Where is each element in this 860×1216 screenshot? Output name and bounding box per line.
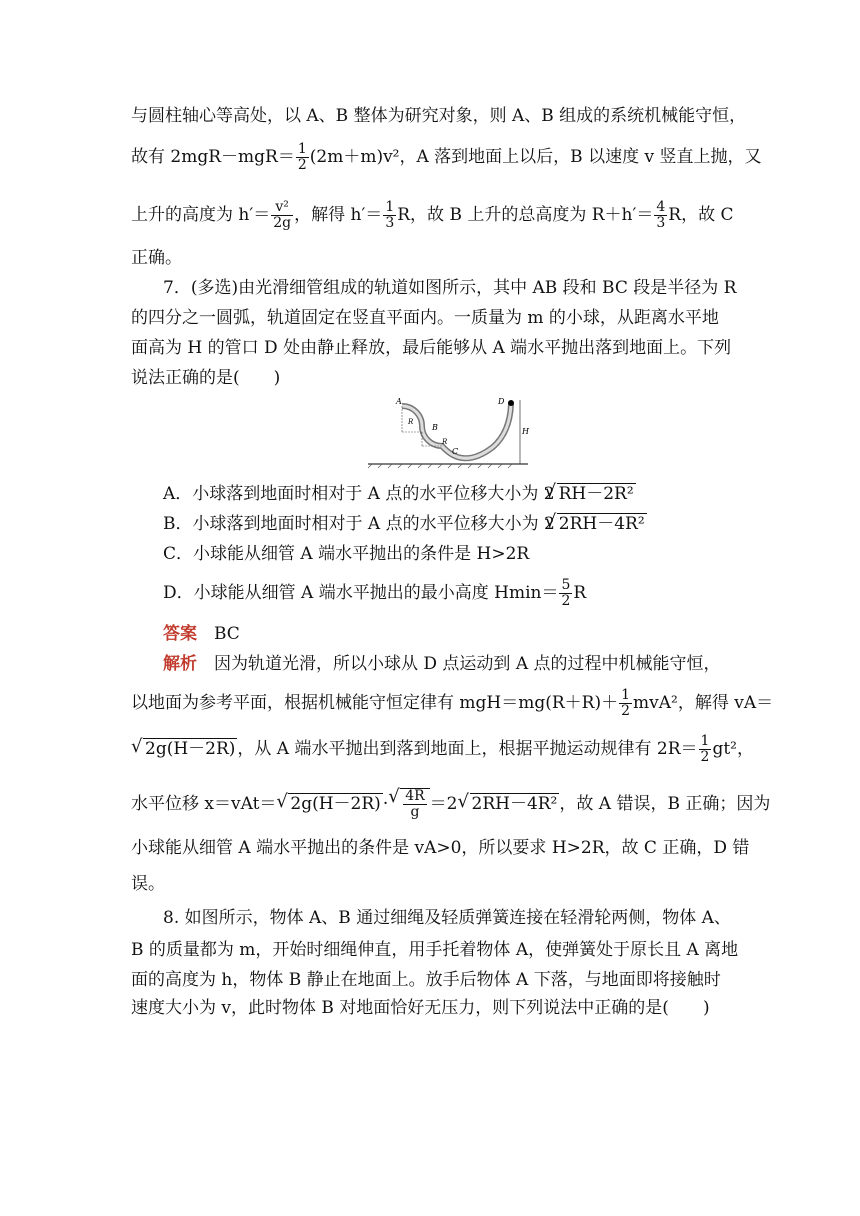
q8-line1: 8. 如图所示，物体 A、B 通过细绳及轻质弹簧连接在轻滑轮两侧，物体 A、 [163, 908, 731, 928]
option-a: A．小球落到地面时相对于 A 点的水平位移大小为 2√ RH－2R² [163, 482, 636, 506]
analysis-line2: 以地面为参考平面，根据机械能守恒定律有 mgH＝mg(R＋R)＋ $\frac{1}{2}$ mvA²，解得 vA＝ [131, 687, 774, 719]
label-D: D [498, 397, 505, 406]
p6-text: ，解得 h′＝ [294, 205, 383, 225]
label-C: C [452, 447, 459, 456]
q7-line2: 的四分之一圆弧，轨道固定在竖直平面内。一质量为 m 的小球，从距离水平地 [131, 308, 719, 328]
p6-text: R，故 C [668, 205, 734, 225]
fraction: $\frac{4}{3}$ [656, 199, 666, 231]
fraction: $\frac{\text{v²}}{2g}$ [273, 199, 292, 231]
answer-value: BC [214, 624, 240, 644]
analysis-label: 解析 [163, 654, 197, 674]
sqrt: √ 2g(H－2R) [288, 793, 382, 814]
sqrt: √ $\frac{4R}{g}$ [400, 788, 429, 820]
q8-line4: 速度大小为 v，此时物体 B 对地面恰好无压力，则下列说法中正确的是( ) [131, 998, 710, 1018]
fraction: $\frac{1}{2}$ [700, 733, 710, 765]
p6-text: (2m＋m)v²，A 落到地面上以后，B 以速度 v 竖直上抛，又 [309, 147, 762, 167]
p6-text: R，故 B 上升的总高度为 R＋h′＝ [397, 205, 654, 225]
q7-line1: 7．(多选)由光滑细管组成的轨道如图所示，其中 AB 段和 BC 段是半径为 R [163, 278, 737, 298]
answer-line [163, 622, 240, 646]
analysis-line1: 解析 因为轨道光滑，所以小球从 D 点运动到 A 点的过程中机械能守恒， [163, 654, 721, 674]
fraction: $\frac{1}{2}$ [297, 141, 307, 173]
p6-line4: 正确。 [131, 248, 182, 268]
p6-line1: 与圆柱轴心等高处，以 A、B 整体为研究对象，则 A、B 组成的系统机械能守恒， [131, 106, 747, 126]
fraction: $\frac{1}{3}$ [385, 199, 395, 231]
fraction: $\frac{1}{2}$ [621, 687, 631, 719]
sqrt: √ 2g(H－2R) [143, 738, 237, 759]
q8-line2: B 的质量都为 m，开始时细绳伸直，用手托着物体 A，使弹簧处于原长且 A 离地 [131, 940, 739, 960]
p6-line3 [131, 200, 734, 231]
p6-text: 上升的高度为 h′＝ [131, 205, 271, 225]
p6-line2 [131, 142, 761, 173]
q8-line3: 面的高度为 h，物体 B 静止在地面上。放手后物体 A 下落，与地面即将接触时 [131, 970, 721, 990]
analysis-line4: 水平位移 x＝vAt＝√ 2g(H－2R) · √ $\frac{4R}{g}$ ＝2√ 2RH－4R² ，故 A 错误，B 正确；因为 [131, 788, 770, 820]
sqrt: √ 2RH－4R² [470, 793, 560, 814]
analysis-line6: 误。 [131, 874, 165, 894]
track-figure [368, 392, 528, 472]
q7-line4: 说法正确的是( ) [131, 368, 281, 388]
sqrt: √ RH－2R² [557, 483, 636, 504]
label-H: H [522, 427, 529, 436]
label-R2: R [442, 438, 448, 446]
p6-text: 故有 2mgR－mgR＝ [131, 147, 295, 167]
label-A: A [396, 397, 402, 406]
label-B: B [432, 423, 438, 432]
analysis-line5: 小球能从细管 A 端水平抛出的条件是 vA>0，所以要求 H>2R，故 C 正确，D 错 [131, 838, 750, 858]
sqrt: √ 2RH－4R² [557, 513, 647, 534]
analysis-line3: √ 2g(H－2R) ，从 A 端水平抛出到落到地面上，根据平抛运动规律有 2R＝ $\frac{1}{2}$ gt²， [131, 734, 754, 765]
label-R1: R [408, 418, 414, 426]
answer-label: 答案 [163, 624, 197, 644]
option-b: B．小球落到地面时相对于 A 点的水平位移大小为 2√ 2RH－4R² [163, 512, 647, 536]
q7-line3: 面高为 H 的管口 D 处由静止释放，最后能够从 A 端水平抛出落到地面上。下列 [131, 338, 732, 358]
option-d: D．小球能从细管 A 端水平抛出的最小高度 Hmin＝ $\frac{5}{2}$ R [163, 577, 587, 609]
ball [508, 400, 514, 406]
option-c: C．小球能从细管 A 端水平抛出的条件是 H>2R [163, 544, 530, 564]
fraction: $\frac{5}{2}$ [561, 577, 571, 609]
